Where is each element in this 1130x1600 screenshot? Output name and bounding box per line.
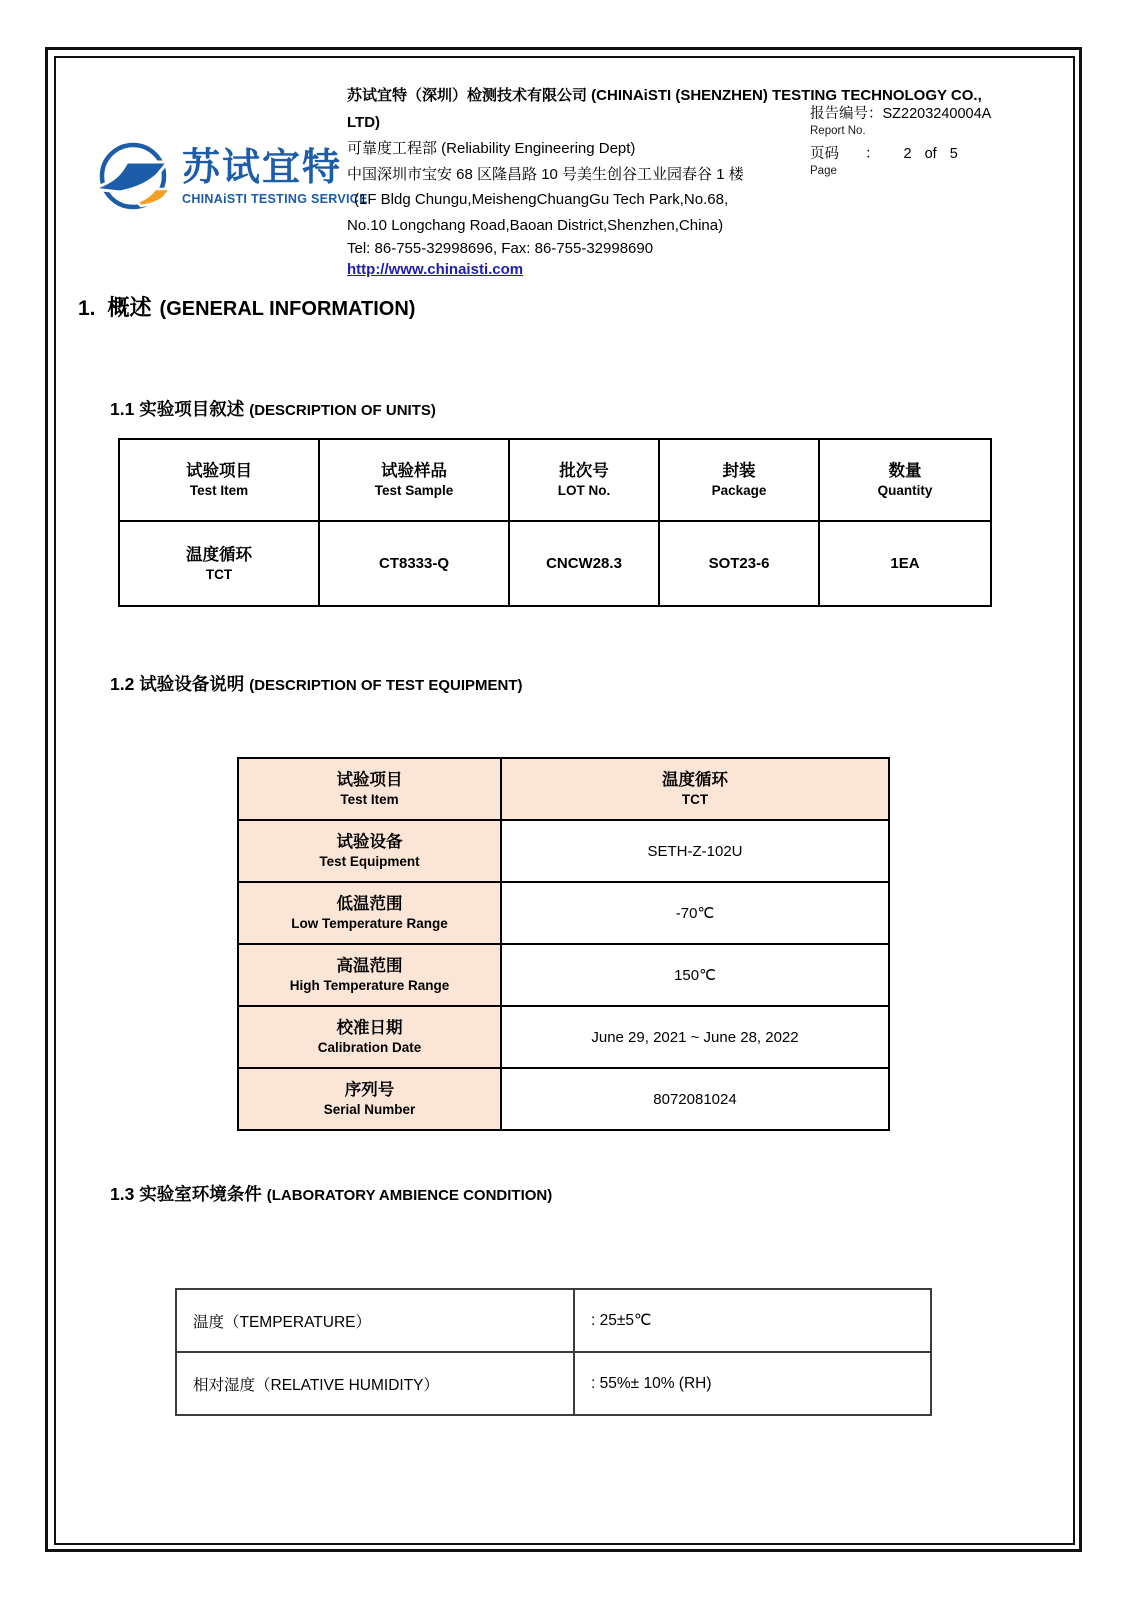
section-1-2-title-en: (DESCRIPTION OF TEST EQUIPMENT) bbox=[249, 677, 523, 694]
equip-value-low-temp: -70℃ bbox=[501, 882, 889, 944]
equip-row-serial-number bbox=[238, 1068, 889, 1130]
units-col-test-item: 试验项目 Test Item bbox=[119, 439, 319, 521]
equip-value-calibration-date: June 29, 2021 ~ June 28, 2022 bbox=[501, 1006, 889, 1068]
company-address-en2: No.10 Longchang Road,Baoan District,Shenzhen,China) bbox=[347, 216, 724, 234]
ambience-value-humidity: : 55%± 10% (RH) bbox=[574, 1352, 931, 1415]
company-website-link[interactable]: http://www.chinaisti.com bbox=[347, 261, 524, 278]
section-1-number: 1. bbox=[78, 297, 96, 320]
units-cell-package: SOT23-6 bbox=[659, 521, 819, 606]
section-1-1-heading bbox=[110, 396, 436, 421]
section-1-1-title-en: (DESCRIPTION OF UNITS) bbox=[249, 402, 436, 419]
company-title-line1: 苏试宜特（深圳）检测技术有限公司 (CHINAiSTI (SHENZHEN) TESTING TECHNOLOGY CO., bbox=[347, 87, 982, 104]
chinaisti-logo-icon bbox=[90, 136, 176, 216]
equip-row-low-temp bbox=[238, 882, 889, 944]
logo-name-en: CHINAiSTI TESTING SERVICE bbox=[182, 192, 368, 206]
equip-label-low-temp: 低温范围 Low Temperature Range bbox=[238, 882, 501, 944]
units-col-lot-no: 批次号 LOT No. bbox=[509, 439, 659, 521]
report-meta-block bbox=[810, 104, 991, 179]
units-cell-test-sample: CT8333-Q bbox=[319, 521, 509, 606]
ambience-table bbox=[175, 1288, 932, 1416]
report-no-label-zh: 报告编号： bbox=[810, 106, 883, 122]
company-logo bbox=[90, 136, 368, 216]
report-no-label-en: Report No. bbox=[810, 125, 866, 137]
ambience-label-temperature: 温度（TEMPERATURE） bbox=[176, 1289, 574, 1352]
ambience-value-temperature: : 25±5℃ bbox=[574, 1289, 931, 1352]
company-address-en1: (1F Bldg Chungu,MeishengChuangGu Tech Park,No.68, bbox=[354, 191, 729, 208]
section-1-2-title-zh: 1.2 试验设备说明 bbox=[110, 674, 245, 694]
equip-label-test-item: 试验项目 Test Item bbox=[238, 758, 501, 820]
company-tel-fax: Tel: 86-755-32998696, Fax: 86-755-32998690 bbox=[347, 240, 654, 257]
units-col-package: 封装 Package bbox=[659, 439, 819, 521]
equip-row-test-equipment bbox=[238, 820, 889, 882]
equip-label-test-equipment: 试验设备 Test Equipment bbox=[238, 820, 501, 882]
units-cell-test-item: 温度循环 TCT bbox=[119, 521, 319, 606]
page-colon: ： bbox=[865, 146, 880, 162]
units-table bbox=[118, 438, 992, 607]
equip-value-test-equipment: SETH-Z-102U bbox=[501, 820, 889, 882]
units-col-test-sample: 试验样品 Test Sample bbox=[319, 439, 509, 521]
section-1-2-heading bbox=[110, 671, 523, 696]
ambience-row-humidity bbox=[176, 1352, 931, 1415]
equip-label-serial-number: 序列号 Serial Number bbox=[238, 1068, 501, 1130]
company-address-zh: 中国深圳市宝安 68 区隆昌路 10 号美生创谷工业园春谷 1 楼 bbox=[347, 165, 744, 183]
equip-label-high-temp: 高温范围 High Temperature Range bbox=[238, 944, 501, 1006]
equip-row-calibration-date bbox=[238, 1006, 889, 1068]
units-col-quantity: 数量 Quantity bbox=[819, 439, 991, 521]
section-1-heading bbox=[78, 291, 415, 322]
units-table-header-row bbox=[119, 439, 991, 521]
page-number-value: 2 of 5 bbox=[903, 146, 958, 162]
ambience-label-humidity: 相对湿度（RELATIVE HUMIDITY） bbox=[176, 1352, 574, 1415]
company-title-line2: LTD) bbox=[347, 114, 381, 131]
section-1-title-en: (GENERAL INFORMATION) bbox=[159, 298, 416, 320]
section-1-3-title-zh: 1.3 实验室环境条件 bbox=[110, 1184, 262, 1204]
logo-name-zh: 苏试宜特 bbox=[182, 147, 343, 189]
section-1-1-title-zh: 1.1 实验项目叙述 bbox=[110, 399, 245, 419]
equip-value-test-item: 温度循环 TCT bbox=[501, 758, 889, 820]
equipment-table bbox=[237, 757, 890, 1131]
company-dept: 可靠度工程部 (Reliability Engineering Dept) bbox=[347, 140, 636, 157]
ambience-row-temperature bbox=[176, 1289, 931, 1352]
units-table-data-row bbox=[119, 521, 991, 606]
logo-wordmark bbox=[182, 148, 368, 206]
equip-value-serial-number: 8072081024 bbox=[501, 1068, 889, 1130]
equip-row-test-item bbox=[238, 758, 889, 820]
report-no-value: SZ2203240004A bbox=[882, 106, 992, 122]
section-1-3-title-en: (LABORATORY AMBIENCE CONDITION) bbox=[266, 1187, 553, 1204]
equip-label-calibration-date: 校准日期 Calibration Date bbox=[238, 1006, 501, 1068]
units-cell-lot-no: CNCW28.3 bbox=[509, 521, 659, 606]
equip-row-high-temp bbox=[238, 944, 889, 1006]
page-label-zh: 页码 bbox=[810, 146, 839, 162]
section-1-3-heading bbox=[110, 1181, 552, 1206]
page-label-en: Page bbox=[810, 165, 837, 177]
equip-value-high-temp: 150℃ bbox=[501, 944, 889, 1006]
section-1-title-zh: 概述 bbox=[107, 295, 152, 320]
units-cell-quantity: 1EA bbox=[819, 521, 991, 606]
